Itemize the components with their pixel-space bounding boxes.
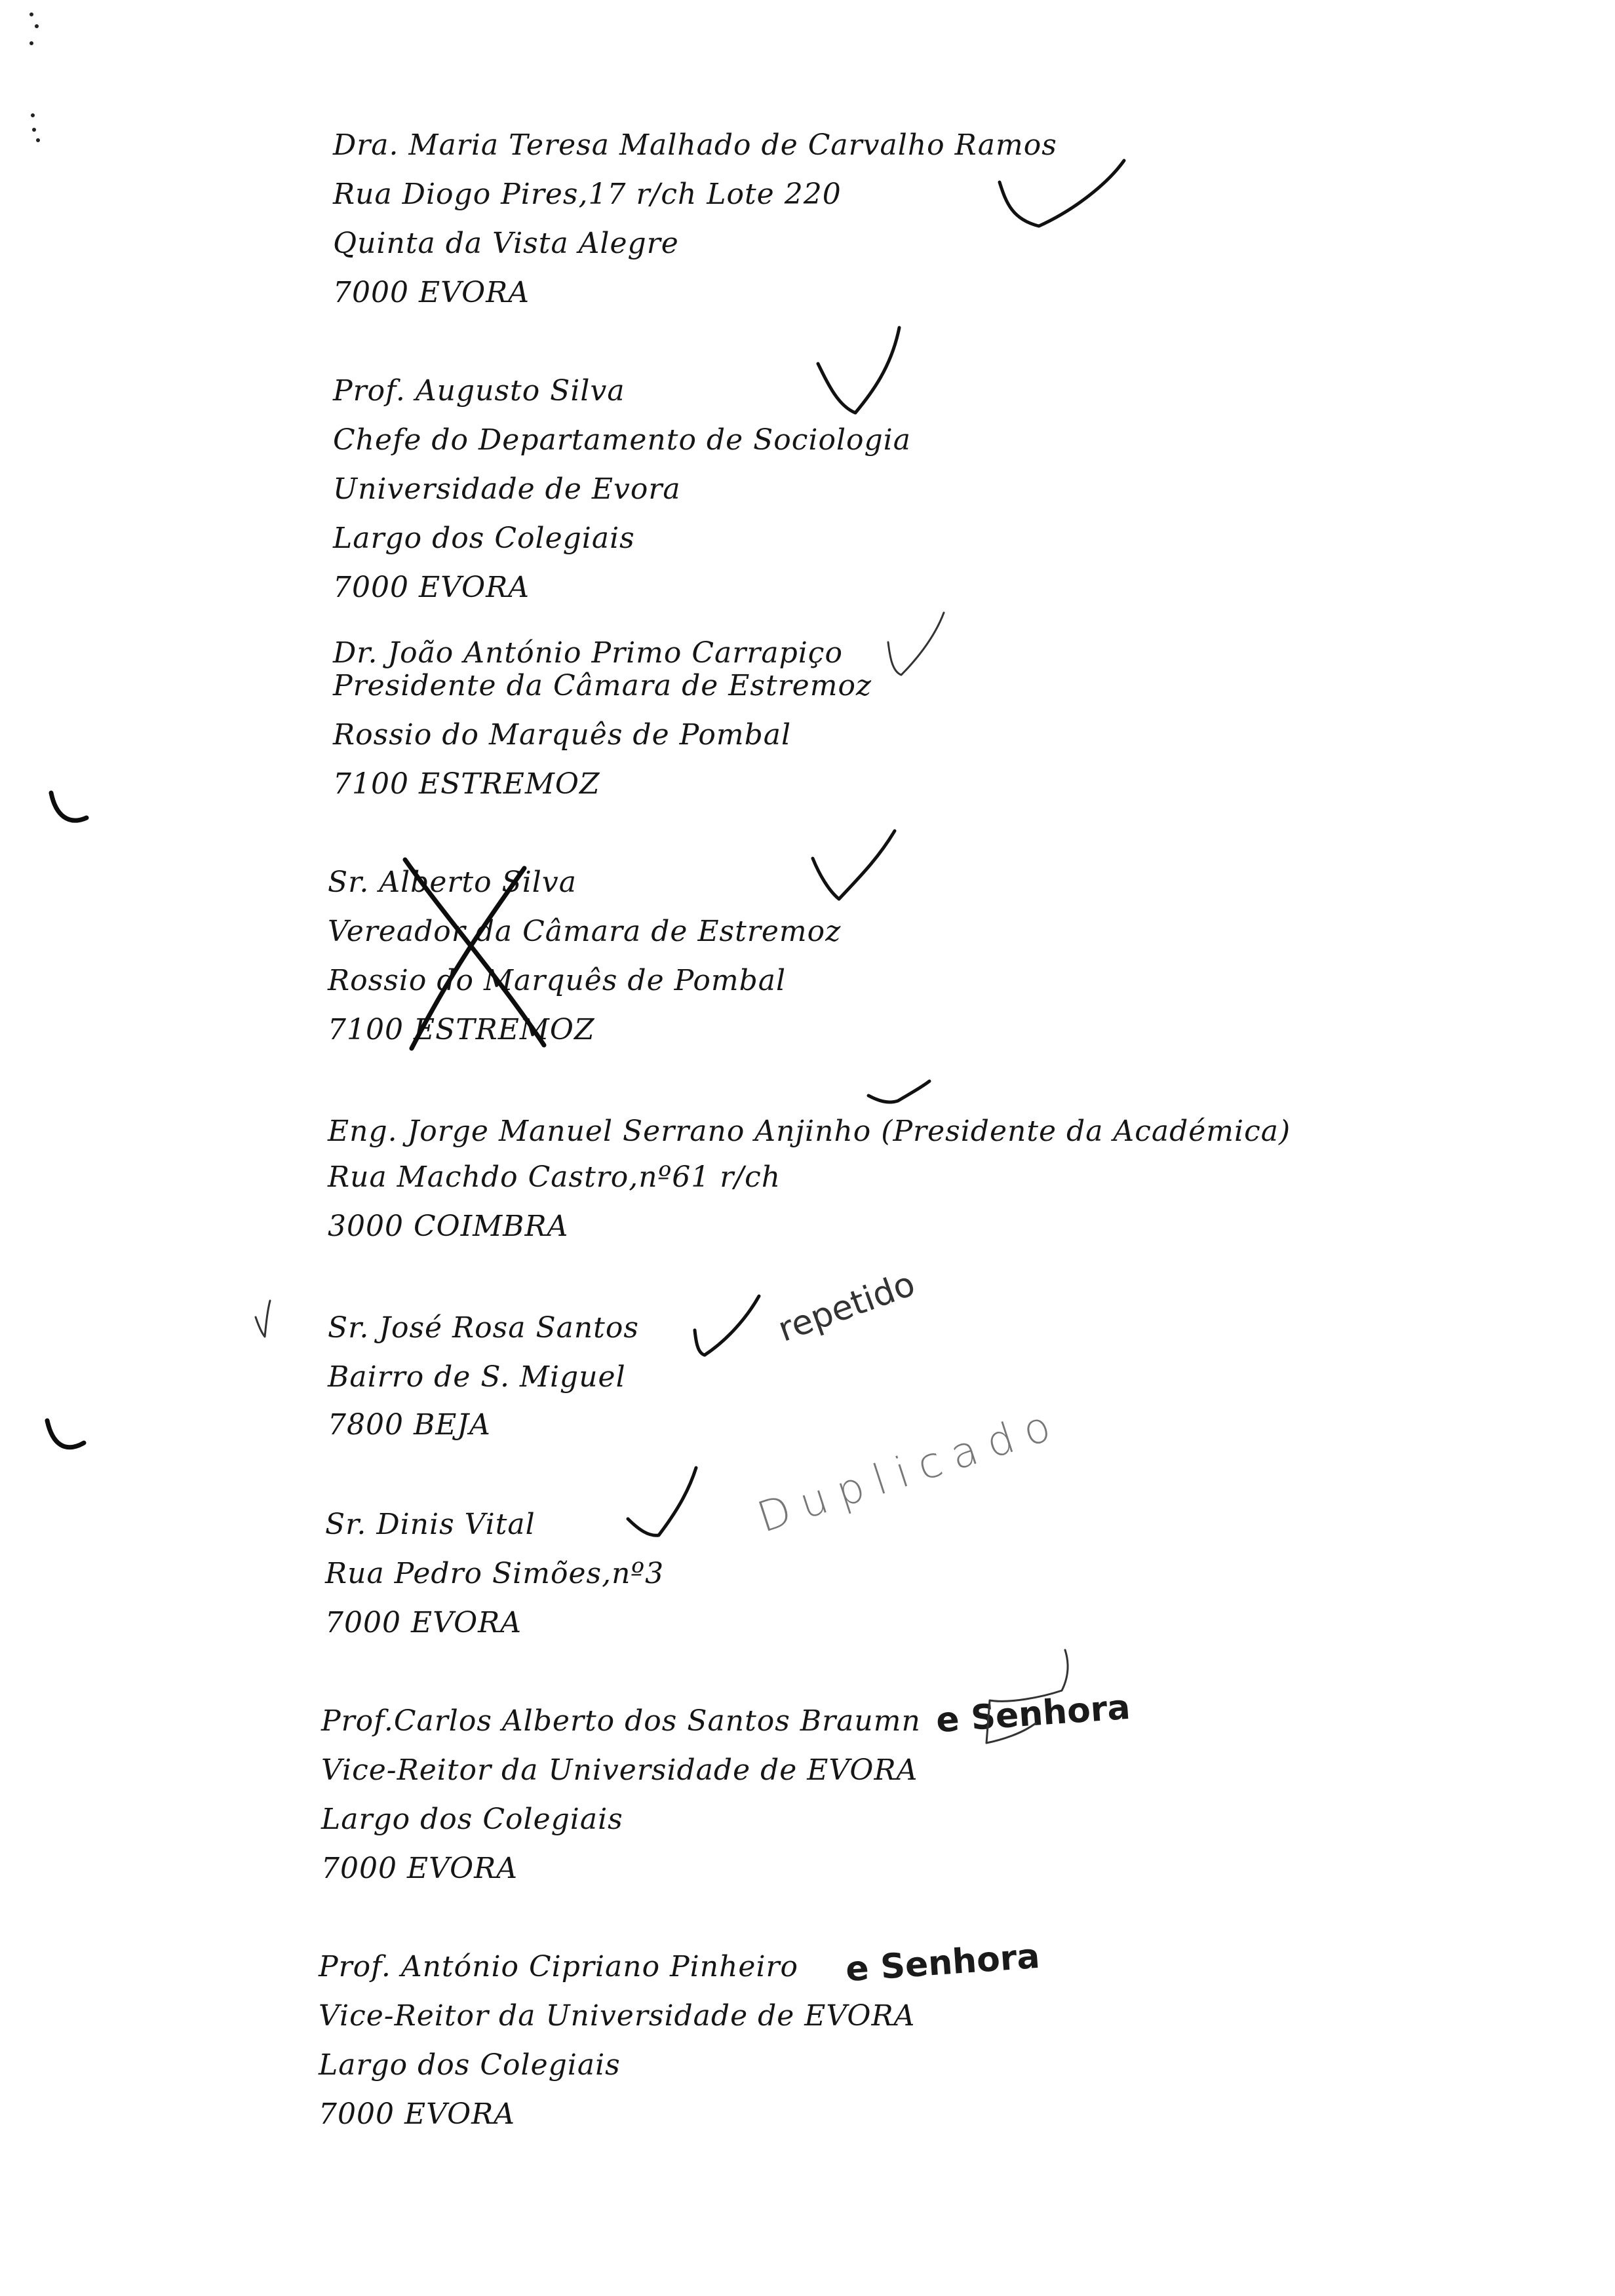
entry-7-line-1: Sr. Dinis Vital xyxy=(325,1508,535,1541)
checkmark-icon xyxy=(868,1081,929,1102)
entry-8-line-3: Largo dos Colegiais xyxy=(321,1803,623,1836)
entry-9-line-4: 7000 EVORA xyxy=(319,2097,516,2131)
entry-1-line-1: Dra. Maria Teresa Malhado de Carvalho Ramos xyxy=(333,128,1057,162)
entry-2-line-3: Universidade de Evora xyxy=(333,472,681,506)
entry-3-line-3: Rossio do Marquês de Pombal xyxy=(333,718,792,752)
checkmark-icon xyxy=(695,1296,759,1355)
margin-checkmark-icon xyxy=(256,1301,270,1337)
entry-5-line-2: Rua Machdo Castro,nº61 r/ch xyxy=(328,1160,781,1194)
entry-6-line-3: 7800 BEJA xyxy=(328,1408,491,1442)
entry-9-line-2: Vice-Reitor da Universidade de EVORA xyxy=(319,1999,916,2033)
entry-2-line-2: Chefe do Departamento de Sociologia xyxy=(333,423,911,457)
annotation-e-senhora-2: e Senhora xyxy=(844,1936,1041,1990)
entry-3-line-1: Dr. João António Primo Carrapiço xyxy=(333,636,843,670)
entry-2-line-1: Prof. Augusto Silva xyxy=(333,374,625,408)
checkmark-icon xyxy=(813,831,895,899)
entry-4-line-3: Rossio do Marquês de Pombal xyxy=(328,964,787,997)
entry-1-line-4: 7000 EVORA xyxy=(333,276,530,309)
entry-8-line-1: Prof.Carlos Alberto dos Santos Braumn xyxy=(321,1704,921,1738)
annotation-duplicado: Duplicado xyxy=(752,1398,1068,1542)
annotation-repetido: repetido xyxy=(773,1264,920,1350)
checkmark-icon xyxy=(888,613,944,675)
entry-3-line-2: Presidente da Câmara de Estremoz xyxy=(333,669,872,702)
entry-8-line-4: 7000 EVORA xyxy=(321,1852,518,1885)
entry-7-line-2: Rua Pedro Simões,nº3 xyxy=(325,1557,665,1590)
entry-9-line-1: Prof. António Cipriano Pinheiro xyxy=(319,1950,799,1983)
entry-1-line-3: Quinta da Vista Alegre xyxy=(333,227,679,260)
entry-2-line-4: Largo dos Colegiais xyxy=(333,522,635,555)
entry-4-line-1: Sr. Alberto Silva xyxy=(328,866,577,899)
entry-4-line-4: 7100 ESTREMOZ xyxy=(328,1013,595,1046)
entry-9-line-3: Largo dos Colegiais xyxy=(319,2048,621,2082)
checkmark-icon xyxy=(818,328,899,413)
checkmark-icon xyxy=(1000,161,1124,226)
entry-2-line-5: 7000 EVORA xyxy=(333,571,530,604)
margin-hook-mark xyxy=(51,793,87,820)
annotation-e-senhora-1: e Senhora xyxy=(935,1687,1132,1741)
entry-5-line-1: Eng. Jorge Manuel Serrano Anjinho (Presidente da Académica) xyxy=(328,1115,1291,1148)
entry-7-line-3: 7000 EVORA xyxy=(325,1606,522,1639)
margin-specks xyxy=(29,12,40,142)
entry-6-line-1: Sr. José Rosa Santos xyxy=(328,1311,639,1345)
entry-4-line-2: Vereador da Câmara de Estremoz xyxy=(328,915,842,948)
checkmark-icon xyxy=(628,1468,696,1535)
margin-hook-mark xyxy=(47,1421,84,1447)
entry-1-line-2: Rua Diogo Pires,17 r/ch Lote 220 xyxy=(333,178,842,211)
entry-3-line-4: 7100 ESTREMOZ xyxy=(333,767,600,801)
entry-5-line-3: 3000 COIMBRA xyxy=(328,1210,569,1243)
entry-6-line-2: Bairro de S. Miguel xyxy=(328,1360,626,1394)
entry-8-line-2: Vice-Reitor da Universidade de EVORA xyxy=(321,1753,918,1787)
